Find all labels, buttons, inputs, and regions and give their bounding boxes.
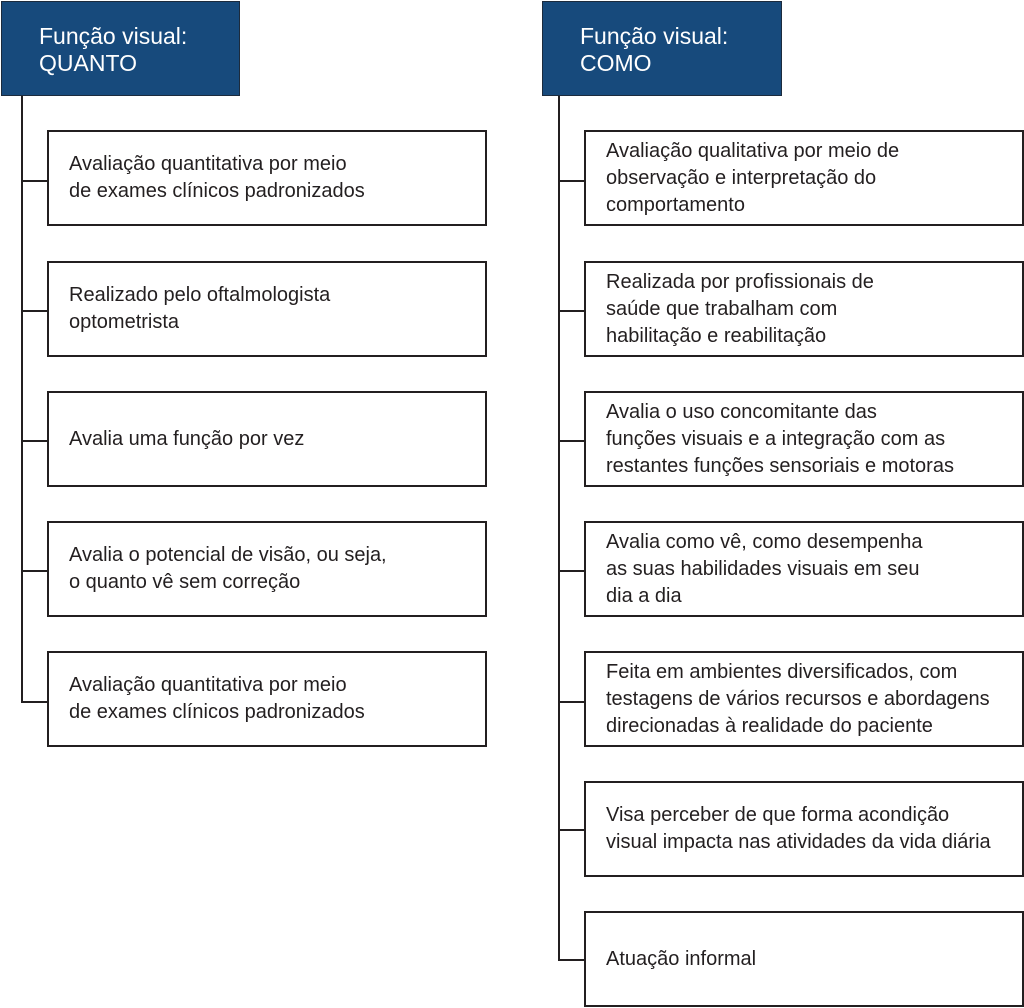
connector-branch: [558, 959, 585, 961]
como-item-2: Realizada por profissionais de saúde que trabalham com habilitação e reabilitação: [584, 261, 1024, 357]
header-quanto-line1: Função visual:: [39, 23, 188, 49]
como-item-5: Feita em ambientes diversificados, com testagens de vários recursos e abordagens direcionadas à realidade do paciente: [584, 651, 1024, 747]
connector-branch: [21, 440, 48, 442]
connector-trunk-right: [558, 96, 560, 961]
connector-branch: [21, 570, 48, 572]
quanto-item-1: Avaliação quantitativa por meio de exames clínicos padronizados: [47, 130, 487, 226]
header-quanto: [1, 1, 240, 96]
connector-branch: [558, 701, 585, 703]
como-item-6: Visa perceber de que forma acondição visual impacta nas atividades da vida diária: [584, 781, 1024, 877]
connector-branch: [558, 829, 585, 831]
quanto-item-2: Realizado pelo oftalmologista optometrista: [47, 261, 487, 357]
connector-branch: [558, 180, 585, 182]
como-item-3: Avalia o uso concomitante das funções visuais e a integração com as restantes funções sensoriais e motoras: [584, 391, 1024, 487]
connector-branch: [21, 180, 48, 182]
connector-branch: [21, 310, 48, 312]
connector-branch: [558, 440, 585, 442]
connector-branch: [21, 701, 48, 703]
como-item-7: Atuação informal: [584, 911, 1024, 1007]
quanto-item-3: Avalia uma função por vez: [47, 391, 487, 487]
quanto-item-5: Avaliação quantitativa por meio de exames clínicos padronizados: [47, 651, 487, 747]
connector-branch: [558, 310, 585, 312]
header-quanto-line2: QUANTO: [39, 50, 137, 76]
header-como-line1: Função visual:: [580, 23, 729, 49]
connector-branch: [558, 570, 585, 572]
como-item-4: Avalia como vê, como desempenha as suas habilidades visuais em seu dia a dia: [584, 521, 1024, 617]
header-como: [542, 1, 782, 96]
como-item-1: Avaliação qualitativa por meio de observação e interpretação do comportamento: [584, 130, 1024, 226]
connector-trunk-left: [21, 96, 23, 703]
header-como-line2: COMO: [580, 50, 652, 76]
quanto-item-4: Avalia o potencial de visão, ou seja, o quanto vê sem correção: [47, 521, 487, 617]
